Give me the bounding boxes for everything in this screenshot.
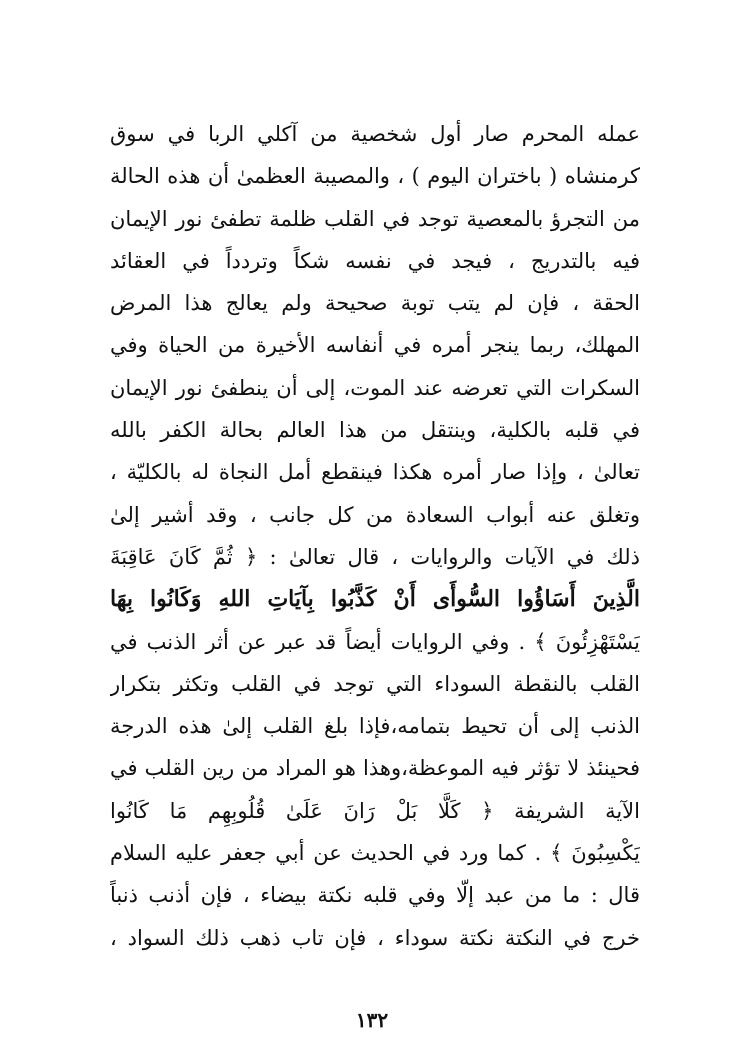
text-line-2: كرمنشاه ( باختران اليوم ) ، والمصيبة العظمىٰ أن هذه الحالة bbox=[110, 164, 640, 189]
text-line-5: الحقة ، فإن لم يتب توبة صحيحة ولم يعالج هذا المرض bbox=[110, 291, 640, 316]
text-line-9: تعالىٰ ، وإذا صار أمره هكذا فينقطع أمل النجاة له بالكليّة ، bbox=[110, 460, 640, 485]
text-line-8: في قلبه بالكلية، وينتقل من هذا العالم بحالة الكفر بالله bbox=[110, 418, 640, 443]
text-line-10: وتغلق عنه أبواب السعادة من كل جانب ، وقد أشير إلىٰ bbox=[110, 502, 640, 527]
text-line-18: يَكْسِبُونَ ﴾ . كما ورد في الحديث عن أبي جعفر عليه السلام bbox=[110, 841, 640, 866]
page-number: ١٣٢ bbox=[355, 1008, 389, 1032]
text-line-7: السكرات التي تعرضه عند الموت، إلى أن ينطفئ نور الإيمان bbox=[110, 375, 640, 400]
text-line-4: فيه بالتدريج ، فيجد في نفسه شكاً وتردداً في العقائد bbox=[110, 248, 640, 273]
text-line-13: يَسْتَهْزِئُونَ ﴾ . وفي الروايات أيضاً قد عبر عن أثر الذنب في bbox=[110, 629, 640, 654]
text-line-17: الآية الشريفة ﴿ كَلَّا بَلْ رَانَ عَلَىٰ قُلُوبِهِم مَا كَانُوا bbox=[110, 798, 640, 823]
text-line-1: عمله المحرم صار أول شخصية من آكلي الربا في سوق bbox=[110, 122, 640, 146]
quran-verse-line-12: الَّذِينَ أَسَاؤُوا السُّوأَى أَنْ كَذَّبُوا بِآيَاتِ اللهِ وَكَانُوا بِهَا bbox=[110, 586, 640, 613]
text-line-20: خرج في النكتة نكتة سوداء ، فإن تاب ذهب ذلك السواد ، bbox=[110, 925, 640, 950]
text-line-14: القلب بالنقطة السوداء التي توجد في القلب وتكثر بتكرار bbox=[110, 671, 640, 696]
text-line-19: قال : ما من عبد إلّا وفي قلبه نكتة بيضاء ، فإن أذنب ذنباً bbox=[110, 883, 640, 908]
body-text bbox=[110, 113, 640, 959]
text-line-15: الذنب إلى أن تحيط بتمامه،فإذا بلغ القلب إلىٰ هذه الدرجة bbox=[110, 714, 640, 739]
text-line-16: فحينئذ لا تؤثر فيه الموعظة،وهذا هو المراد من رين القلب في bbox=[110, 756, 640, 781]
text-line-11: ذلك في الآيات والروايات ، قال تعالىٰ : ﴿ ثُمَّ كَانَ عَاقِبَةَ bbox=[110, 544, 640, 569]
text-line-3: من التجرؤ بالمعصية توجد في القلب ظلمة تطفئ نور الإيمان bbox=[110, 206, 640, 231]
text-line-6: المهلك، ربما ينجر أمره في أنفاسه الأخيرة من الحياة وفي bbox=[110, 333, 640, 358]
